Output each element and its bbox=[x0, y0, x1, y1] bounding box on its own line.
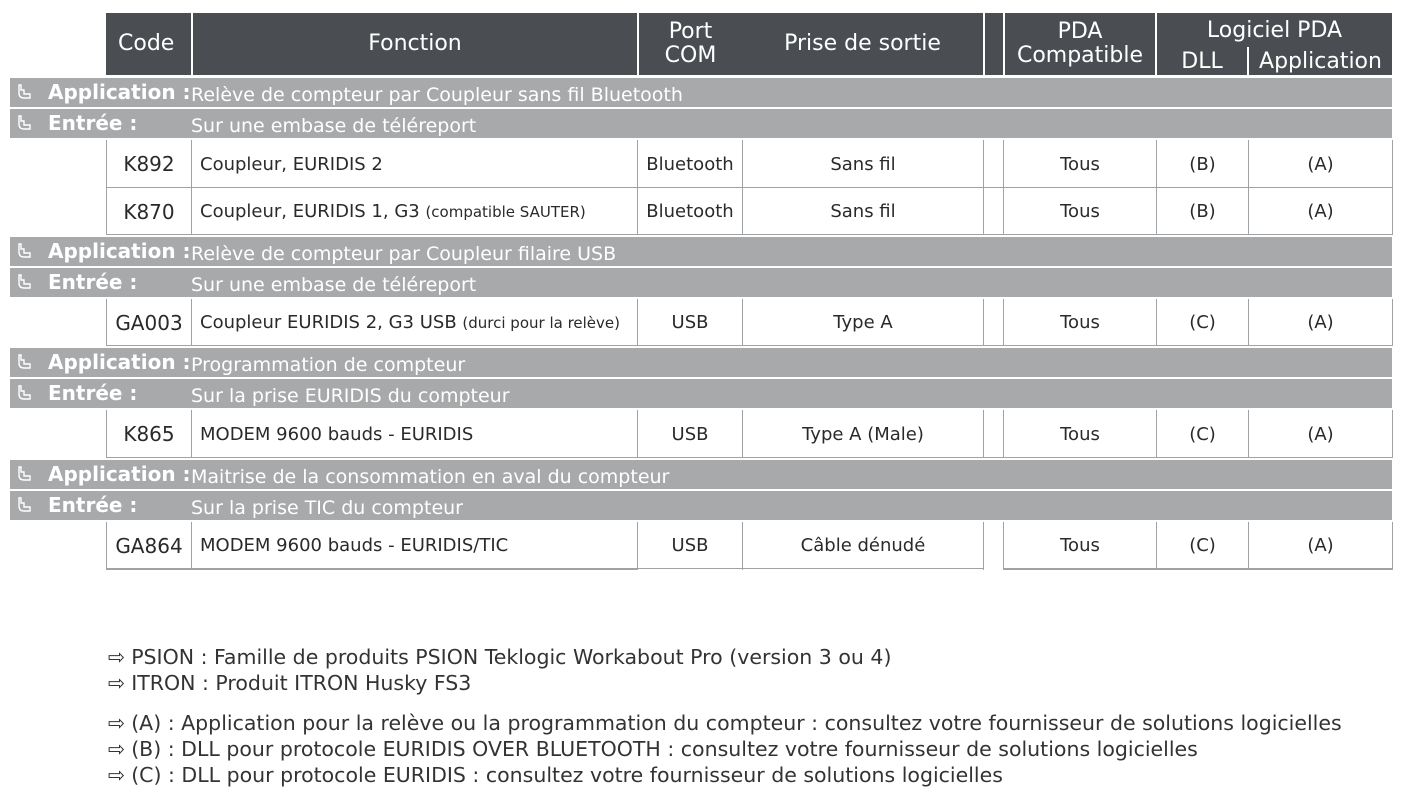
grid-line bbox=[106, 140, 107, 235]
table-cell-fonction bbox=[192, 523, 637, 568]
port-text: USB bbox=[671, 535, 709, 556]
note-text: (C) : DLL pour protocole EURIDIS : consultez votre fournisseur de solutions logicielles bbox=[131, 763, 1003, 787]
header-divider bbox=[1155, 13, 1157, 75]
grid-line bbox=[106, 410, 107, 458]
right-arrow-icon: ⇨ bbox=[108, 737, 126, 761]
grid-line bbox=[637, 299, 638, 346]
note-line bbox=[108, 645, 891, 669]
note-text: (A) : Application pour la relève ou la programmation du compteur : consultez votre fournisseur de solutions logicielles bbox=[131, 711, 1342, 735]
pointing-hand-icon bbox=[16, 353, 34, 371]
table-cell-pda bbox=[1004, 189, 1156, 234]
grid-line bbox=[106, 345, 1393, 346]
grid-line bbox=[1003, 140, 1004, 235]
entree-value: Sur la prise EURIDIS du compteur bbox=[191, 385, 510, 407]
application-value: Maitrise de la consommation en aval du compteur bbox=[191, 466, 670, 488]
table-cell-prise bbox=[743, 300, 983, 345]
right-arrow-icon: ⇨ bbox=[108, 645, 126, 669]
prise-text: Sans fil bbox=[830, 201, 896, 222]
grid-line bbox=[191, 522, 192, 570]
pda-text: Tous bbox=[1060, 153, 1100, 175]
application-value: Relève de compteur par Coupleur filaire USB bbox=[191, 243, 617, 265]
section-application-row bbox=[10, 77, 1392, 107]
pointing-hand-icon bbox=[16, 465, 34, 483]
header-code-label: Code bbox=[118, 31, 175, 56]
table-cell-fonction bbox=[192, 141, 637, 187]
table-cell-app bbox=[1249, 189, 1392, 234]
table-cell-app bbox=[1249, 411, 1392, 457]
dll-text: (C) bbox=[1189, 312, 1216, 333]
table-cell-app bbox=[1249, 141, 1392, 187]
note-text: ITRON : Produit ITRON Husky FS3 bbox=[131, 671, 472, 695]
section-entree-row bbox=[10, 108, 1392, 138]
pda-text: Tous bbox=[1060, 201, 1100, 222]
header-divider bbox=[1003, 13, 1005, 75]
grid-line bbox=[1003, 299, 1004, 346]
table-cell-dll bbox=[1157, 300, 1248, 345]
header-code bbox=[106, 13, 191, 75]
prise-text: Type A bbox=[833, 312, 893, 333]
header-port-com bbox=[639, 13, 742, 75]
header-spacer bbox=[985, 13, 1003, 75]
table-cell-pda bbox=[1004, 141, 1156, 187]
header-dll-label: DLL bbox=[1181, 48, 1223, 74]
grid-line bbox=[638, 568, 984, 569]
header-pda-line1: PDA bbox=[1057, 19, 1103, 44]
app-text: (A) bbox=[1307, 153, 1334, 175]
grid-line bbox=[106, 522, 107, 570]
table-cell-code bbox=[107, 300, 191, 345]
note-line bbox=[108, 763, 1003, 787]
grid-line bbox=[742, 140, 743, 235]
grid-line bbox=[1156, 522, 1157, 570]
fonction-text: Coupleur, EURIDIS 2 bbox=[200, 153, 383, 175]
dll-text: (B) bbox=[1189, 153, 1216, 175]
grid-line bbox=[1156, 410, 1157, 458]
grid-line bbox=[106, 299, 107, 346]
table-cell-code bbox=[107, 523, 191, 568]
table-cell-fonction bbox=[192, 189, 637, 234]
grid-line bbox=[1248, 299, 1249, 346]
grid-line bbox=[983, 140, 984, 235]
right-arrow-icon: ⇨ bbox=[108, 671, 126, 695]
pointing-hand-icon bbox=[16, 114, 34, 132]
dll-text: (B) bbox=[1189, 201, 1216, 222]
entree-label: Entrée : bbox=[48, 270, 138, 294]
table-cell-pda bbox=[1004, 523, 1156, 568]
note-text: (B) : DLL pour protocole EURIDIS OVER BLUETOOTH : consultez votre fournisseur de solutions logicielles bbox=[131, 737, 1198, 761]
grid-line bbox=[1392, 410, 1393, 458]
header-pda bbox=[1005, 13, 1155, 75]
entree-label: Entrée : bbox=[48, 111, 138, 135]
grid-line bbox=[1248, 140, 1249, 235]
prise-text: Câble dénudé bbox=[800, 535, 926, 556]
table-cell-prise bbox=[743, 141, 983, 187]
grid-line bbox=[637, 522, 638, 570]
port-text: Bluetooth bbox=[646, 153, 734, 175]
code-text: GA003 bbox=[115, 310, 183, 335]
table-cell-prise bbox=[743, 523, 983, 568]
grid-line bbox=[106, 568, 638, 570]
pointing-hand-icon bbox=[16, 384, 34, 402]
note-line bbox=[108, 737, 1198, 761]
header-dll bbox=[1157, 47, 1247, 75]
application-label: Application : bbox=[48, 350, 191, 374]
grid-line bbox=[1003, 522, 1004, 570]
pda-text: Tous bbox=[1060, 312, 1100, 333]
entree-value: Sur une embase de téléreport bbox=[191, 274, 477, 296]
fonction-note: (durci pour la relève) bbox=[462, 313, 620, 332]
table-cell-port bbox=[638, 523, 742, 568]
header-port-line2: COM bbox=[664, 43, 717, 68]
header-pda-line2: Compatible bbox=[1016, 43, 1144, 68]
entree-label: Entrée : bbox=[48, 381, 138, 405]
dll-text: (C) bbox=[1189, 423, 1216, 445]
table-cell-fonction bbox=[192, 411, 637, 457]
table-cell-pda bbox=[1004, 300, 1156, 345]
app-text: (A) bbox=[1307, 535, 1334, 556]
grid-line bbox=[106, 234, 1393, 235]
table-cell-fonction bbox=[192, 300, 637, 345]
dll-text: (C) bbox=[1189, 535, 1216, 556]
header-logiciel-pda bbox=[1157, 13, 1392, 47]
header-divider bbox=[983, 13, 985, 75]
code-text: K865 bbox=[123, 422, 175, 446]
fonction-text: Coupleur EURIDIS 2, G3 USB bbox=[200, 312, 457, 333]
entree-value: Sur une embase de téléreport bbox=[191, 115, 477, 137]
table-cell-dll bbox=[1157, 523, 1248, 568]
section-entree-row bbox=[10, 267, 1392, 297]
pointing-hand-icon bbox=[16, 242, 34, 260]
application-label: Application : bbox=[48, 462, 191, 486]
grid-line bbox=[1248, 522, 1249, 570]
grid-line bbox=[191, 299, 192, 346]
application-value: Programmation de compteur bbox=[191, 354, 466, 376]
grid-line bbox=[742, 522, 743, 570]
grid-line bbox=[106, 457, 1393, 458]
section-application-row bbox=[10, 236, 1392, 266]
pda-text: Tous bbox=[1060, 535, 1100, 556]
section-entree-row bbox=[10, 490, 1392, 520]
entree-label: Entrée : bbox=[48, 493, 138, 517]
app-text: (A) bbox=[1307, 423, 1334, 445]
table-cell-port bbox=[638, 411, 742, 457]
section-application-row bbox=[10, 459, 1392, 489]
grid-line bbox=[1003, 410, 1004, 458]
prise-text: Type A (Male) bbox=[802, 423, 924, 445]
pointing-hand-icon bbox=[16, 83, 34, 101]
header-divider bbox=[191, 13, 193, 75]
header-fonction-label: Fonction bbox=[368, 31, 462, 56]
note-line bbox=[108, 711, 1342, 735]
grid-line bbox=[1248, 410, 1249, 458]
table-cell-app bbox=[1249, 523, 1392, 568]
table-cell-dll bbox=[1157, 411, 1248, 457]
table-cell-app bbox=[1249, 300, 1392, 345]
header-prise bbox=[742, 13, 983, 75]
header-logiciel-label: Logiciel PDA bbox=[1206, 17, 1343, 43]
grid-line bbox=[1392, 140, 1393, 235]
port-text: USB bbox=[671, 312, 709, 333]
grid-line bbox=[1003, 568, 1393, 570]
section-entree-row bbox=[10, 378, 1392, 408]
table-cell-port bbox=[638, 189, 742, 234]
note-text: PSION : Famille de produits PSION Teklogic Workabout Pro (version 3 ou 4) bbox=[131, 645, 892, 669]
right-arrow-icon: ⇨ bbox=[108, 763, 126, 787]
fonction-note: (compatible SAUTER) bbox=[425, 202, 586, 221]
app-text: (A) bbox=[1307, 312, 1334, 333]
grid-line bbox=[1156, 299, 1157, 346]
section-application-row bbox=[10, 347, 1392, 377]
grid-line bbox=[637, 410, 638, 458]
port-text: Bluetooth bbox=[646, 201, 734, 222]
code-text: K870 bbox=[123, 199, 175, 224]
port-text: USB bbox=[671, 423, 709, 445]
header-fonction bbox=[193, 13, 637, 75]
app-text: (A) bbox=[1307, 201, 1334, 222]
fonction-text: MODEM 9600 bauds - EURIDIS bbox=[200, 423, 474, 445]
header-application-label: Application bbox=[1259, 48, 1382, 74]
table-cell-code bbox=[107, 411, 191, 457]
table-cell-prise bbox=[743, 189, 983, 234]
header-application bbox=[1249, 47, 1392, 75]
pointing-hand-icon bbox=[16, 273, 34, 291]
grid-line bbox=[1392, 299, 1393, 346]
application-label: Application : bbox=[48, 80, 191, 104]
header-port-line1: Port bbox=[668, 19, 713, 44]
table-cell-dll bbox=[1157, 141, 1248, 187]
grid-line bbox=[983, 410, 984, 458]
grid-line bbox=[191, 410, 192, 458]
grid-line bbox=[1392, 522, 1393, 570]
table-cell-port bbox=[638, 141, 742, 187]
prise-text: Sans fil bbox=[830, 153, 896, 175]
fonction-text: Coupleur, EURIDIS 1, G3 bbox=[200, 201, 420, 222]
header-prise-label: Prise de sortie bbox=[784, 31, 941, 56]
grid-line bbox=[1156, 140, 1157, 235]
table-cell-pda bbox=[1004, 411, 1156, 457]
grid-line bbox=[983, 522, 984, 570]
table-cell-port bbox=[638, 300, 742, 345]
grid-line bbox=[106, 187, 1393, 188]
table-cell-dll bbox=[1157, 189, 1248, 234]
grid-line bbox=[983, 299, 984, 346]
pda-text: Tous bbox=[1060, 423, 1100, 445]
table-cell-code bbox=[107, 141, 191, 187]
table-cell-code bbox=[107, 189, 191, 234]
code-text: GA864 bbox=[115, 533, 183, 558]
entree-value: Sur la prise TIC du compteur bbox=[191, 497, 463, 519]
grid-line bbox=[637, 140, 638, 235]
application-value: Relève de compteur par Coupleur sans fil Bluetooth bbox=[191, 84, 683, 106]
note-line bbox=[108, 671, 471, 695]
grid-line bbox=[742, 410, 743, 458]
grid-line bbox=[191, 140, 192, 235]
fonction-text: MODEM 9600 bauds - EURIDIS/TIC bbox=[200, 535, 509, 556]
pointing-hand-icon bbox=[16, 496, 34, 514]
grid-line bbox=[742, 299, 743, 346]
code-text: K892 bbox=[123, 152, 175, 176]
application-label: Application : bbox=[48, 239, 191, 263]
table-cell-prise bbox=[743, 411, 983, 457]
right-arrow-icon: ⇨ bbox=[108, 711, 126, 735]
